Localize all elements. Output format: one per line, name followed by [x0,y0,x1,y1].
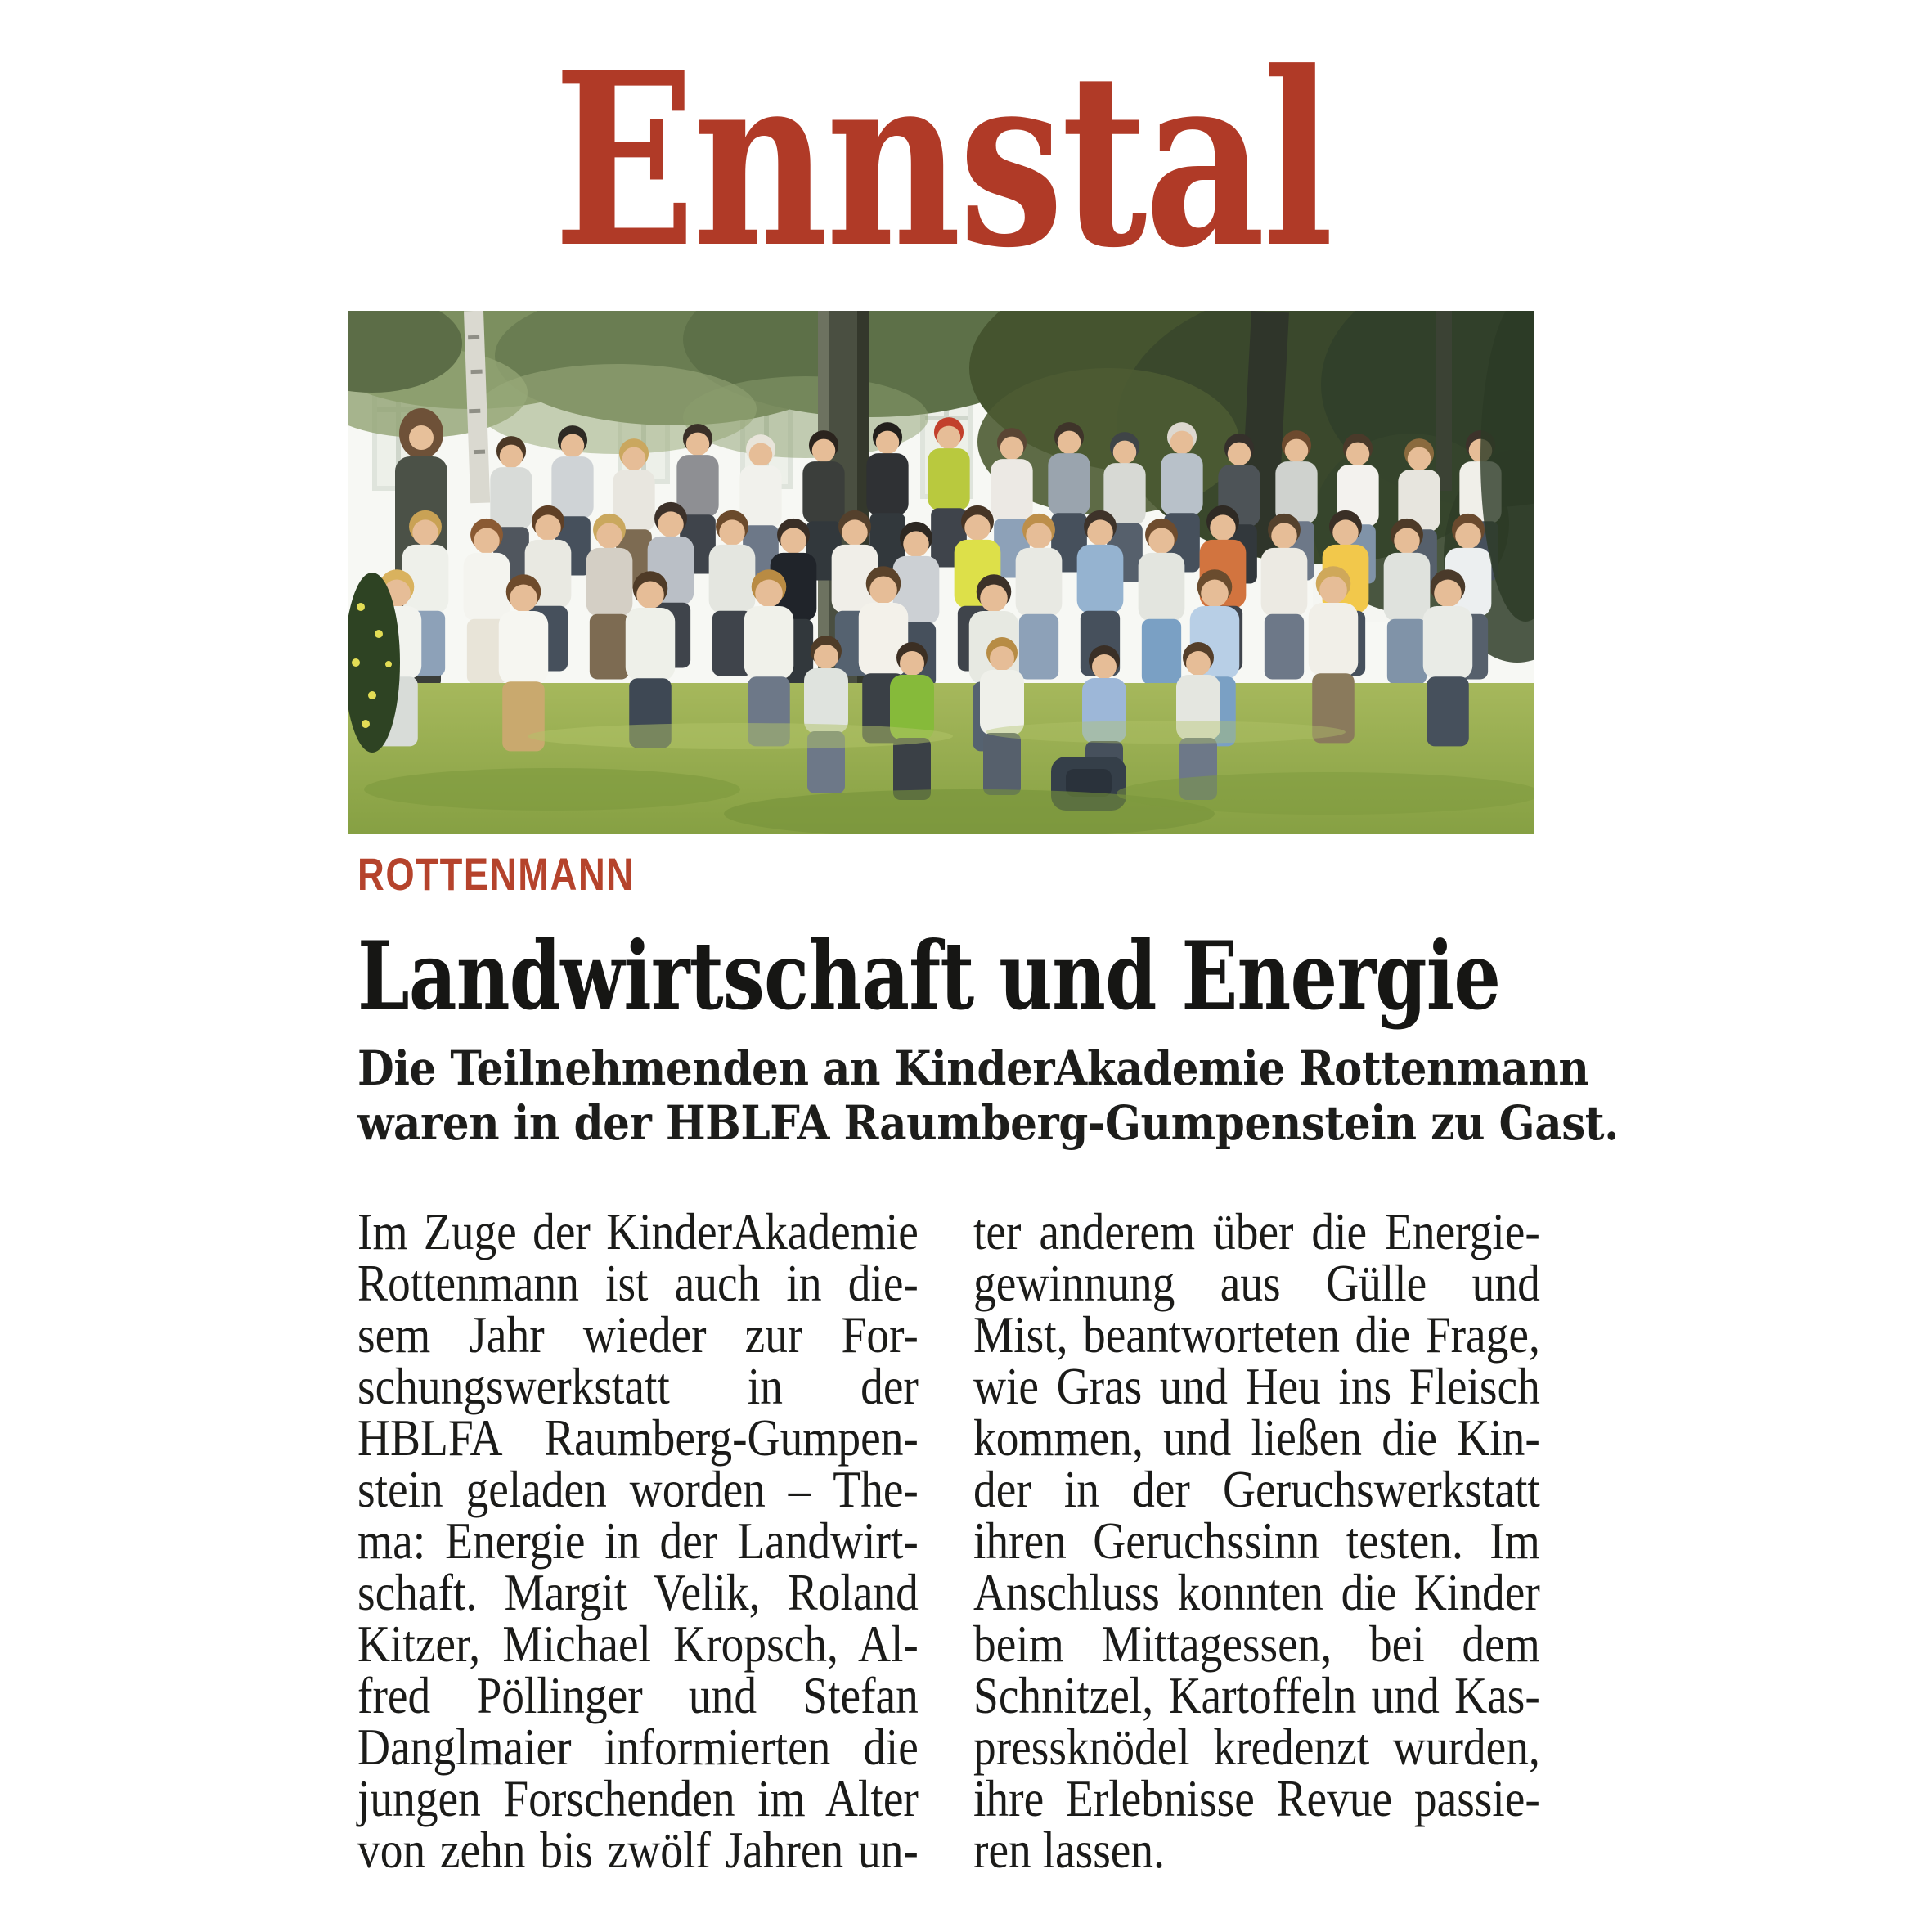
text-line: ihre Erlebnisse Revue passie- [973,1769,1540,1827]
text-line: Danglmaier informierten die [357,1718,919,1776]
text-line: Schnitzel, Kartoffeln und Kas- [973,1666,1540,1724]
text-line: Anschluss konnten die Kinder [973,1563,1540,1621]
text-line: gewinnung aus Gülle und [973,1254,1540,1312]
body-column-right [973,1202,1540,1879]
text-line: schaft. Margit Velik, Roland [357,1563,919,1621]
text-line: stein geladen worden – The- [357,1460,919,1518]
body-column-left [357,1202,919,1879]
text-line: Die Teilnehmenden an KinderAkademie Rottenmann [357,1040,1589,1096]
text-line: ihren Geruchssinn testen. Im [973,1512,1540,1570]
text-line: ma: Energie in der Landwirt- [357,1512,919,1570]
text-line: waren in der HBLFA Raumberg-Gumpenstein zu Gast. [357,1095,1619,1151]
text-line: Im Zuge der KinderAkademie [357,1202,919,1260]
text-line: ter anderem über die Energie- [973,1202,1540,1260]
text-line: ren lassen. [973,1821,1165,1879]
photo-illustration [348,311,1534,834]
headline: Landwirtschaft und Energie [357,921,1501,1031]
text-line: jungen Forschenden im Alter [357,1769,919,1827]
text-line: pressknödel kredenzt wurden, [973,1718,1540,1776]
text-line: der in der Geruchswerkstatt [973,1460,1540,1518]
text-line: wie Gras und Heu ins Fleisch [973,1357,1540,1415]
text-line: Mist, beantworteten die Frage, [973,1305,1540,1364]
text-line: Rottenmann ist auch in die- [357,1254,919,1312]
text-line: fred Pöllinger und Stefan [357,1666,919,1724]
text-line: kommen, und ließen die Kin- [973,1409,1540,1467]
subhead [357,1041,1619,1151]
text-line: von zehn bis zwölf Jahren un- [357,1821,919,1879]
text-line: schungswerkstatt in der [357,1357,919,1415]
kicker: ROTTENMANN [357,848,635,900]
article-photo [348,311,1534,834]
text-line: Kitzer, Michael Kropsch, Al- [357,1615,919,1673]
masthead-title: Ennstal [553,20,1332,300]
text-line: HBLFA Raumberg-Gumpen- [357,1409,919,1467]
text-line: sem Jahr wieder zur For- [357,1305,919,1364]
text-line: beim Mittagessen, bei dem [973,1615,1540,1673]
